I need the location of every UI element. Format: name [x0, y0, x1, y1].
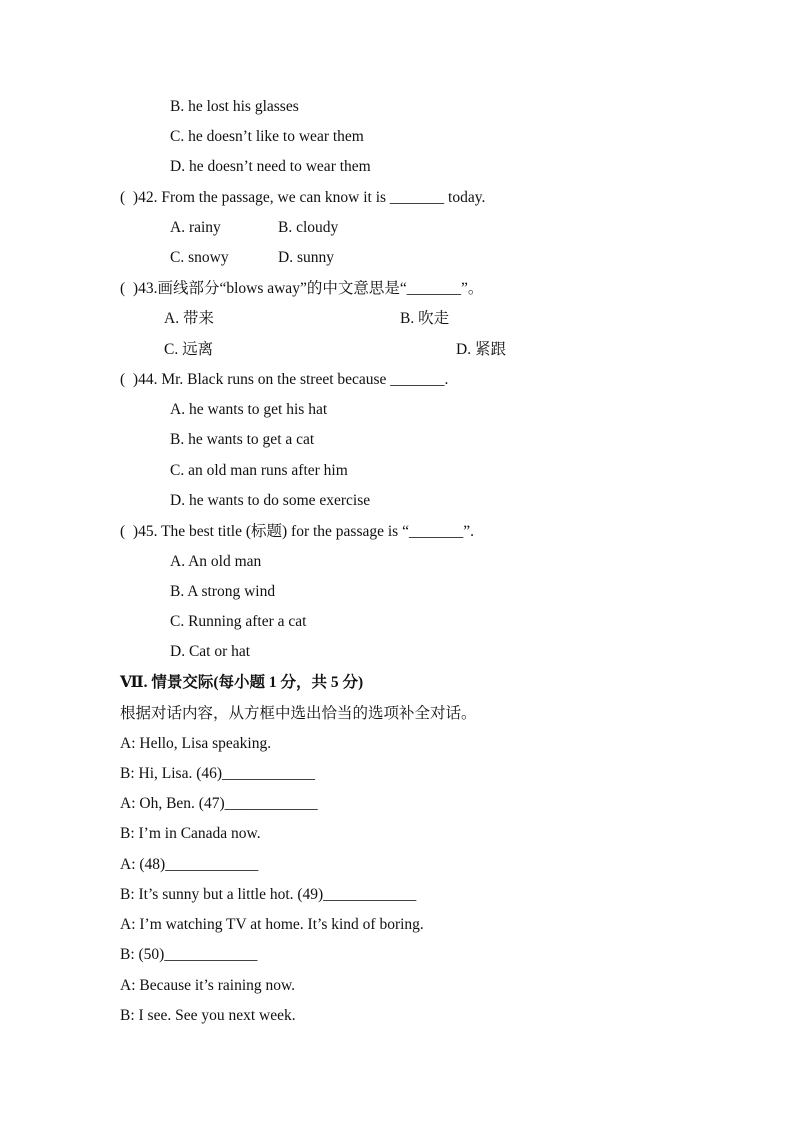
- dialogue-line: A: Because it’s raining now.: [120, 977, 296, 994]
- q42-option-a: A. rainy: [170, 219, 221, 236]
- dialogue-line: B: It’s sunny but a little hot. (49)____________: [120, 886, 417, 903]
- q45-stem: ( )45. The best title (标题) for the passage is “_______”.: [120, 523, 474, 540]
- section-7-heading: Ⅶ. 情景交际(每小题 1 分，共 5 分): [120, 674, 364, 691]
- q44-option-a: A. he wants to get his hat: [170, 401, 328, 418]
- dialogue-line: A: (48)____________: [120, 856, 259, 873]
- q43-option-d: D. 紧跟: [456, 341, 506, 358]
- q45-option-a: A. An old man: [170, 553, 262, 570]
- q45-option-c: C. Running after a cat: [170, 613, 307, 630]
- q44-option-c: C. an old man runs after him: [170, 462, 348, 479]
- q43-option-b: B. 吹走: [400, 310, 450, 327]
- dialogue-line: A: Oh, Ben. (47)____________: [120, 795, 318, 812]
- q45-option-d: D. Cat or hat: [170, 643, 251, 660]
- q42-stem: ( )42. From the passage, we can know it is _______ today.: [120, 189, 486, 206]
- dialogue-line: B: I’m in Canada now.: [120, 825, 261, 842]
- dialogue-line: A: Hello, Lisa speaking.: [120, 735, 272, 752]
- q44-option-b: B. he wants to get a cat: [170, 431, 315, 448]
- q42-option-d: D. sunny: [278, 249, 334, 266]
- dialogue-line: A: I’m watching TV at home. It’s kind of boring.: [120, 916, 424, 933]
- q43-option-c: C. 远离: [164, 341, 214, 358]
- dialogue-line: B: Hi, Lisa. (46)____________: [120, 765, 316, 782]
- q42-option-c: C. snowy: [170, 249, 229, 266]
- q44-stem: ( )44. Mr. Black runs on the street because _______.: [120, 371, 449, 388]
- q41-option-c: C. he doesn’t like to wear them: [170, 128, 364, 145]
- q41-option-d: D. he doesn’t need to wear them: [170, 158, 371, 175]
- q44-option-d: D. he wants to do some exercise: [170, 492, 371, 509]
- dialogue-line: B: (50)____________: [120, 946, 258, 963]
- q45-option-b: B. A strong wind: [170, 583, 276, 600]
- q42-option-b: B. cloudy: [278, 219, 339, 236]
- q43-option-a: A. 带来: [164, 310, 214, 327]
- dialogue-line: B: I see. See you next week.: [120, 1007, 296, 1024]
- q43-stem: ( )43.画线部分“blows away”的中文意思是“_______”。: [120, 280, 484, 297]
- q41-option-b: B. he lost his glasses: [170, 98, 299, 115]
- section-7-instruction: 根据对话内容，从方框中选出恰当的选项补全对话。: [120, 705, 477, 722]
